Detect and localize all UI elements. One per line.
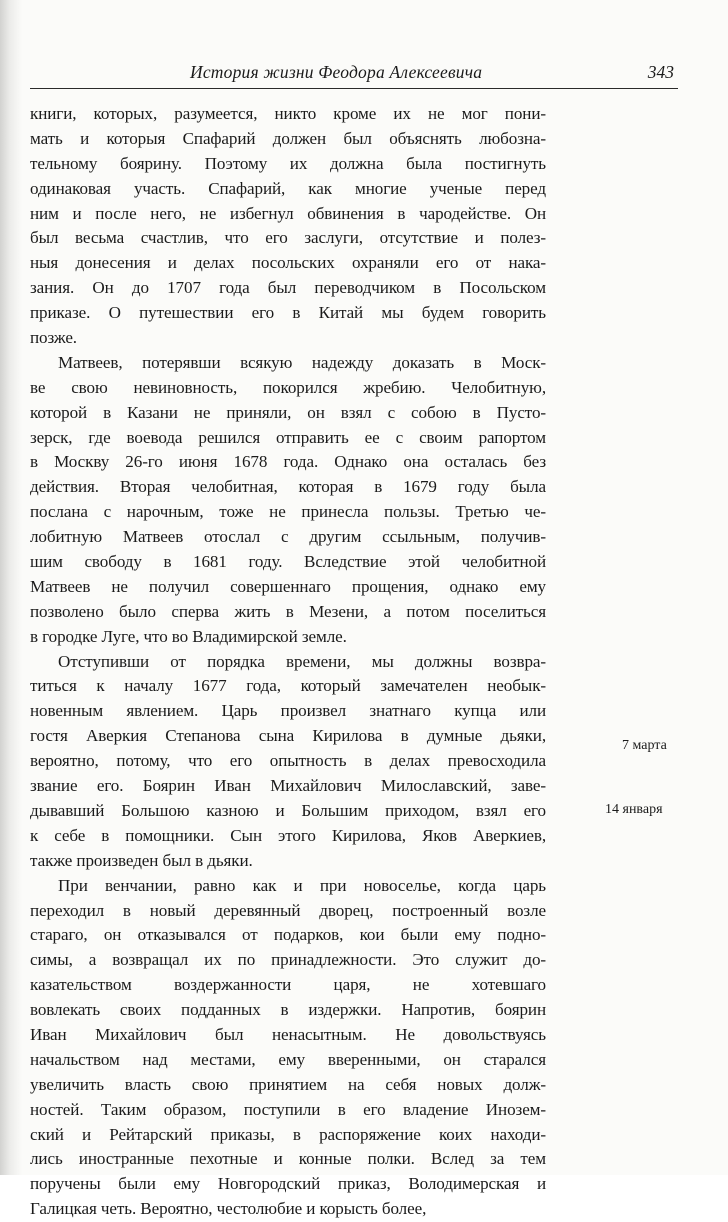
text-line: Галицкая четь. Вероятно, честолюбие и корысть более, xyxy=(30,1199,427,1219)
text-line: стараго, он отказывался от подарков, кои были ему подно- xyxy=(30,925,546,945)
paragraph xyxy=(30,874,546,1222)
text-line: поручены были ему Новгородский приказ, Володимерская и xyxy=(30,1174,546,1194)
text-line: ве свою невиновность, покорился жребию. Челобитную, xyxy=(30,377,546,397)
text-line: которой в Казани не приняли, он взял с собою в Пусто- xyxy=(30,402,546,422)
text-line: в городке Луге, что во Владимирской земле. xyxy=(30,626,347,646)
page-gutter-shadow xyxy=(0,0,22,1175)
text-line: ныя донесения и делах посольских охраняли его от нака- xyxy=(30,253,546,273)
text-line: титься к началу 1677 года, который замечателен необык- xyxy=(30,676,546,696)
text-line: лись иностранные пехотные и конные полки. Вслед за тем xyxy=(30,1149,546,1169)
text-line: Иван Михайлович был ненасытным. Не довольствуясь xyxy=(30,1024,546,1044)
text-line: гостя Аверкия Степанова сына Кирилова в думные дьяки, xyxy=(30,726,546,746)
text-line: книги, которых, разумеется, никто кроме их не мог пони- xyxy=(30,104,546,123)
text-line: вовлекать своих подданных в издержки. Напротив, боярин xyxy=(30,1000,546,1020)
text-line: действия. Вторая челобитная, которая в 1679 году была xyxy=(30,477,546,497)
paragraph xyxy=(30,102,546,351)
text-line: ностей. Таким образом, поступили в его владение Инозем- xyxy=(30,1099,546,1119)
text-line: одинаковая участь. Спафарий, как многие ученые перед xyxy=(30,178,546,198)
text-line: симы, а возвращал их по принадлежности. Это служит до- xyxy=(30,950,546,970)
running-title: История жизни Феодора Алексеевича xyxy=(190,62,483,82)
text-line: начальством над местами, ему вверенными, он старался xyxy=(30,1049,546,1069)
text-line: лобитную Матвеев отослал с другим ссыльным, получив- xyxy=(30,527,546,547)
text-line: дывавший Большою казною и Большим приходом, взял его xyxy=(30,800,546,820)
text-line: позже. xyxy=(30,328,77,348)
text-line: мать и которыя Спафарий должен был объяснять любозна- xyxy=(30,128,546,148)
text-line: шим свободу в 1681 году. Вследствие этой челобитной xyxy=(30,552,546,572)
text-line: новенным явлением. Царь произвел знатнаго купца или xyxy=(30,701,546,721)
body-text xyxy=(30,102,546,1222)
text-line: приказе. О путешествии его в Китай мы будем говорить xyxy=(30,303,546,323)
paragraph xyxy=(30,650,546,874)
text-line: зания. Он до 1707 года был переводчиком в Посольском xyxy=(30,278,546,298)
text-line: Матвеев не получил совершеннаго прощения, однако ему xyxy=(30,576,546,596)
text-line: зерск, где воевода решился отправить ее с своим рапортом xyxy=(30,427,546,447)
text-line: казательством воздержанности царя, не хотевшаго xyxy=(30,975,546,995)
text-line: к себе в помощники. Сын этого Кирилова, Яков Аверкиев, xyxy=(30,825,546,845)
text-line: позволено было сперва жить в Мезени, а потом поселиться xyxy=(30,601,546,621)
page-number: 343 xyxy=(647,62,674,82)
text-line: послана с нарочным, тоже не принесла пользы. Третью че- xyxy=(30,502,546,522)
margin-note-date: 14 января xyxy=(605,802,663,817)
text-line: был весьма счастлив, что его заслуги, отсутствие и полез- xyxy=(30,228,546,248)
text-line: Матвеев, потерявши всякую надежду доказать в Моск- xyxy=(58,352,546,372)
text-line: в Москву 26-го июня 1678 года. Однако она осталась без xyxy=(30,452,546,472)
text-line: ним и после него, не избегнул обвинения в чародействе. Он xyxy=(30,203,546,223)
margin-note-date: 7 марта xyxy=(622,738,667,753)
page-header xyxy=(30,62,678,89)
text-line: также произведен был в дьяки. xyxy=(30,850,253,870)
paragraph xyxy=(30,351,546,650)
text-line: звание его. Боярин Иван Михайлович Милославский, заве- xyxy=(30,776,546,796)
text-line: тельному боярину. Поэтому их должна была постигнуть xyxy=(30,153,546,173)
text-line: Отступивши от порядка времени, мы должны возвра- xyxy=(58,651,546,671)
text-line: увеличить власть свою принятием на себя новых долж- xyxy=(30,1074,546,1094)
text-line: При венчании, равно как и при новоселье, когда царь xyxy=(58,875,546,895)
text-line: вероятно, потому, что его опытность в делах превосходила xyxy=(30,751,546,771)
text-line: переходил в новый деревянный дворец, построенный возле xyxy=(30,900,546,920)
text-line: ский и Рейтарский приказы, в распоряжение коих находи- xyxy=(30,1124,546,1144)
